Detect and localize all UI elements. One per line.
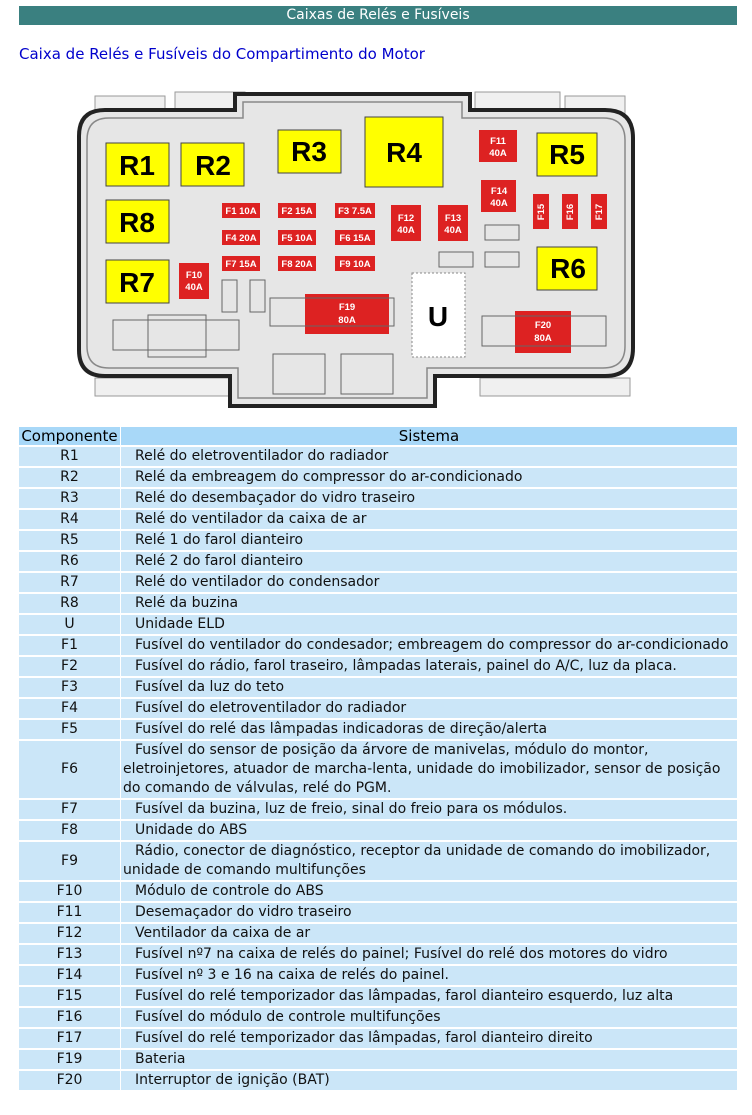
cell-sistema: Fusível do sensor de posição da árvore de manivelas, módulo do montor, eletroinjetores, atuador de marcha-lenta, unidade do imobilizador, sensor de posição do comando de válvulas, relé do PGM. — [121, 741, 737, 798]
table-row — [19, 636, 737, 655]
table-row — [19, 903, 737, 922]
cell-componente: R6 — [19, 552, 121, 571]
cell-componente: F3 — [19, 678, 121, 697]
unit-eld — [412, 273, 465, 357]
fuse-f13-rating: 40A — [444, 225, 462, 236]
table-header-row — [19, 427, 737, 445]
fuse-f11-rating: 40A — [489, 148, 507, 159]
fuse-f14-label: F14 — [490, 186, 508, 197]
fuse-f19-rating: 80A — [338, 315, 356, 326]
fuse-f7-label: F7 15A — [225, 259, 257, 270]
relay-r8-label: R8 — [119, 207, 155, 238]
cell-componente: F12 — [19, 924, 121, 943]
relay-r7 — [106, 260, 169, 303]
table-row — [19, 720, 737, 739]
header-componente: Componente — [19, 427, 121, 445]
relay-r5-label: R5 — [549, 139, 585, 170]
cell-componente: R2 — [19, 468, 121, 487]
table-row — [19, 987, 737, 1006]
fuse-f10-rating: 40A — [185, 282, 203, 293]
cell-sistema: Fusível do ventilador do condesador; embreagem do compressor do ar-condicionado — [121, 636, 737, 655]
table-row — [19, 678, 737, 697]
table-body — [19, 447, 737, 1090]
cell-componente: F16 — [19, 1008, 121, 1027]
table-row — [19, 741, 737, 798]
cell-sistema: Fusível do relé das lâmpadas indicadoras de direção/alerta — [121, 720, 737, 739]
cell-componente: R5 — [19, 531, 121, 550]
fuse-f10-label: F10 — [185, 270, 203, 281]
fuse-f17-label: F17 — [594, 203, 605, 221]
cell-sistema: Relé 2 do farol dianteiro — [121, 552, 737, 571]
cell-componente: R1 — [19, 447, 121, 466]
table-row — [19, 657, 737, 676]
fuse-f20 — [515, 311, 571, 353]
cell-sistema: Módulo de controle do ABS — [121, 882, 737, 901]
fuse-f8-label: F8 20A — [281, 259, 313, 270]
fuse-f13-label: F13 — [444, 213, 462, 224]
component-table — [19, 425, 737, 1092]
table-row — [19, 510, 737, 529]
cell-sistema: Desemaçador do vidro traseiro — [121, 903, 737, 922]
cell-sistema: Fusível da buzina, luz de freio, sinal do freio para os módulos. — [121, 800, 737, 819]
cell-sistema: Ventilador da caixa de ar — [121, 924, 737, 943]
cell-componente: R3 — [19, 489, 121, 508]
table-row — [19, 1071, 737, 1090]
table-row — [19, 573, 737, 592]
page-title: Caixas de Relés e Fusíveis — [286, 7, 470, 23]
cell-componente: R7 — [19, 573, 121, 592]
cell-componente: F8 — [19, 821, 121, 840]
table-row — [19, 842, 737, 880]
relay-r2-label: R2 — [195, 150, 231, 181]
fuse-f20-rating: 80A — [534, 333, 552, 344]
cell-componente: U — [19, 615, 121, 634]
cell-sistema: Relé do eletroventilador do radiador — [121, 447, 737, 466]
table-row — [19, 1008, 737, 1027]
cell-componente: F6 — [19, 741, 121, 798]
relay-r1 — [106, 143, 169, 186]
cell-componente: F1 — [19, 636, 121, 655]
page-title-bar — [19, 6, 737, 25]
cell-sistema: Fusível nº7 na caixa de relés do painel; Fusível do relé dos motores do vidro — [121, 945, 737, 964]
cell-componente: F7 — [19, 800, 121, 819]
table-row — [19, 447, 737, 466]
table-row — [19, 924, 737, 943]
cell-componente: F17 — [19, 1029, 121, 1048]
cell-componente: F19 — [19, 1050, 121, 1069]
cell-sistema: Fusível nº 3 e 16 na caixa de relés do painel. — [121, 966, 737, 985]
diagram-subtitle: Caixa de Relés e Fusíveis do Compartimento do Motor — [19, 45, 425, 63]
fuse-f5-label: F5 10A — [281, 233, 313, 244]
cell-sistema: Relé do ventilador da caixa de ar — [121, 510, 737, 529]
fuse-f12-label: F12 — [397, 213, 415, 224]
fuse-f1-label: F1 10A — [225, 206, 257, 217]
cell-componente: F5 — [19, 720, 121, 739]
fuse-f2-label: F2 15A — [281, 206, 313, 217]
relay-r3-label: R3 — [291, 136, 327, 167]
fuse-f4-label: F4 20A — [225, 233, 257, 244]
cell-sistema: Unidade do ABS — [121, 821, 737, 840]
table-row — [19, 489, 737, 508]
relay-r4-label: R4 — [386, 137, 422, 168]
fuse-f14-rating: 40A — [490, 198, 508, 209]
fuse-f19-label: F19 — [338, 302, 356, 313]
cell-componente: F10 — [19, 882, 121, 901]
fuse-f12-rating: 40A — [397, 225, 415, 236]
table-row — [19, 615, 737, 634]
cell-componente: F4 — [19, 699, 121, 718]
cell-componente: F15 — [19, 987, 121, 1006]
relay-r2 — [181, 143, 244, 186]
relay-r3 — [278, 130, 341, 173]
table-row — [19, 966, 737, 985]
table-row — [19, 531, 737, 550]
fuse-f9-label: F9 10A — [339, 259, 371, 270]
table-row — [19, 594, 737, 613]
cell-sistema: Fusível do módulo de controle multifunções — [121, 1008, 737, 1027]
table-row — [19, 821, 737, 840]
cell-componente: F14 — [19, 966, 121, 985]
table-row — [19, 699, 737, 718]
table-row — [19, 552, 737, 571]
cell-componente: R4 — [19, 510, 121, 529]
header-sistema: Sistema — [121, 427, 737, 445]
relay-r4 — [365, 117, 443, 187]
table-row — [19, 945, 737, 964]
fuse-f15-label: F15 — [536, 203, 547, 221]
fuse-f10 — [179, 263, 209, 299]
cell-sistema: Relé do desembaçador do vidro traseiro — [121, 489, 737, 508]
bottom-tab-left — [95, 378, 235, 396]
table-row — [19, 468, 737, 487]
table-row — [19, 800, 737, 819]
cell-componente: F2 — [19, 657, 121, 676]
cell-sistema: Interruptor de ignição (BAT) — [121, 1071, 737, 1090]
fuse-f11-label: F11 — [490, 136, 506, 147]
relay-r8 — [106, 200, 169, 243]
unit-eld-label: U — [427, 301, 449, 332]
cell-componente: R8 — [19, 594, 121, 613]
fuse-f19 — [305, 294, 389, 334]
cell-sistema: Relé da embreagem do compressor do ar-condicionado — [121, 468, 737, 487]
relay-r6-label: R6 — [550, 253, 586, 284]
cell-sistema: Fusível do relé temporizador das lâmpadas, farol dianteiro esquerdo, luz alta — [121, 987, 737, 1006]
fuse-f20-label: F20 — [534, 320, 552, 331]
cell-sistema: Relé 1 do farol dianteiro — [121, 531, 737, 550]
cell-componente: F20 — [19, 1071, 121, 1090]
relay-r1-label: R1 — [119, 150, 155, 181]
cell-sistema: Rádio, conector de diagnóstico, receptor da unidade de comando do imobilizador, unidade de comando multifunções — [121, 842, 737, 880]
cell-sistema: Bateria — [121, 1050, 737, 1069]
fuse-box-diagram — [75, 88, 640, 410]
table-row — [19, 882, 737, 901]
fuse-f3-label: F3 7.5A — [338, 206, 372, 217]
fuse-f6-label: F6 15A — [339, 233, 371, 244]
cell-sistema: Fusível do eletroventilador do radiador — [121, 699, 737, 718]
table-row — [19, 1050, 737, 1069]
cell-componente: F11 — [19, 903, 121, 922]
relay-r7-label: R7 — [119, 267, 155, 298]
bottom-tab-right — [480, 378, 630, 396]
cell-sistema: Relé da buzina — [121, 594, 737, 613]
table-row — [19, 1029, 737, 1048]
cell-componente: F13 — [19, 945, 121, 964]
cell-sistema: Fusível da luz do teto — [121, 678, 737, 697]
cell-sistema: Fusível do relé temporizador das lâmpadas, farol dianteiro direito — [121, 1029, 737, 1048]
cell-sistema: Fusível do rádio, farol traseiro, lâmpadas laterais, painel do A/C, luz da placa. — [121, 657, 737, 676]
cell-sistema: Unidade ELD — [121, 615, 737, 634]
relay-r6 — [537, 247, 597, 290]
relay-r5 — [537, 133, 597, 176]
cell-componente: F9 — [19, 842, 121, 880]
fuse-f16-label: F16 — [565, 203, 576, 221]
cell-sistema: Relé do ventilador do condensador — [121, 573, 737, 592]
